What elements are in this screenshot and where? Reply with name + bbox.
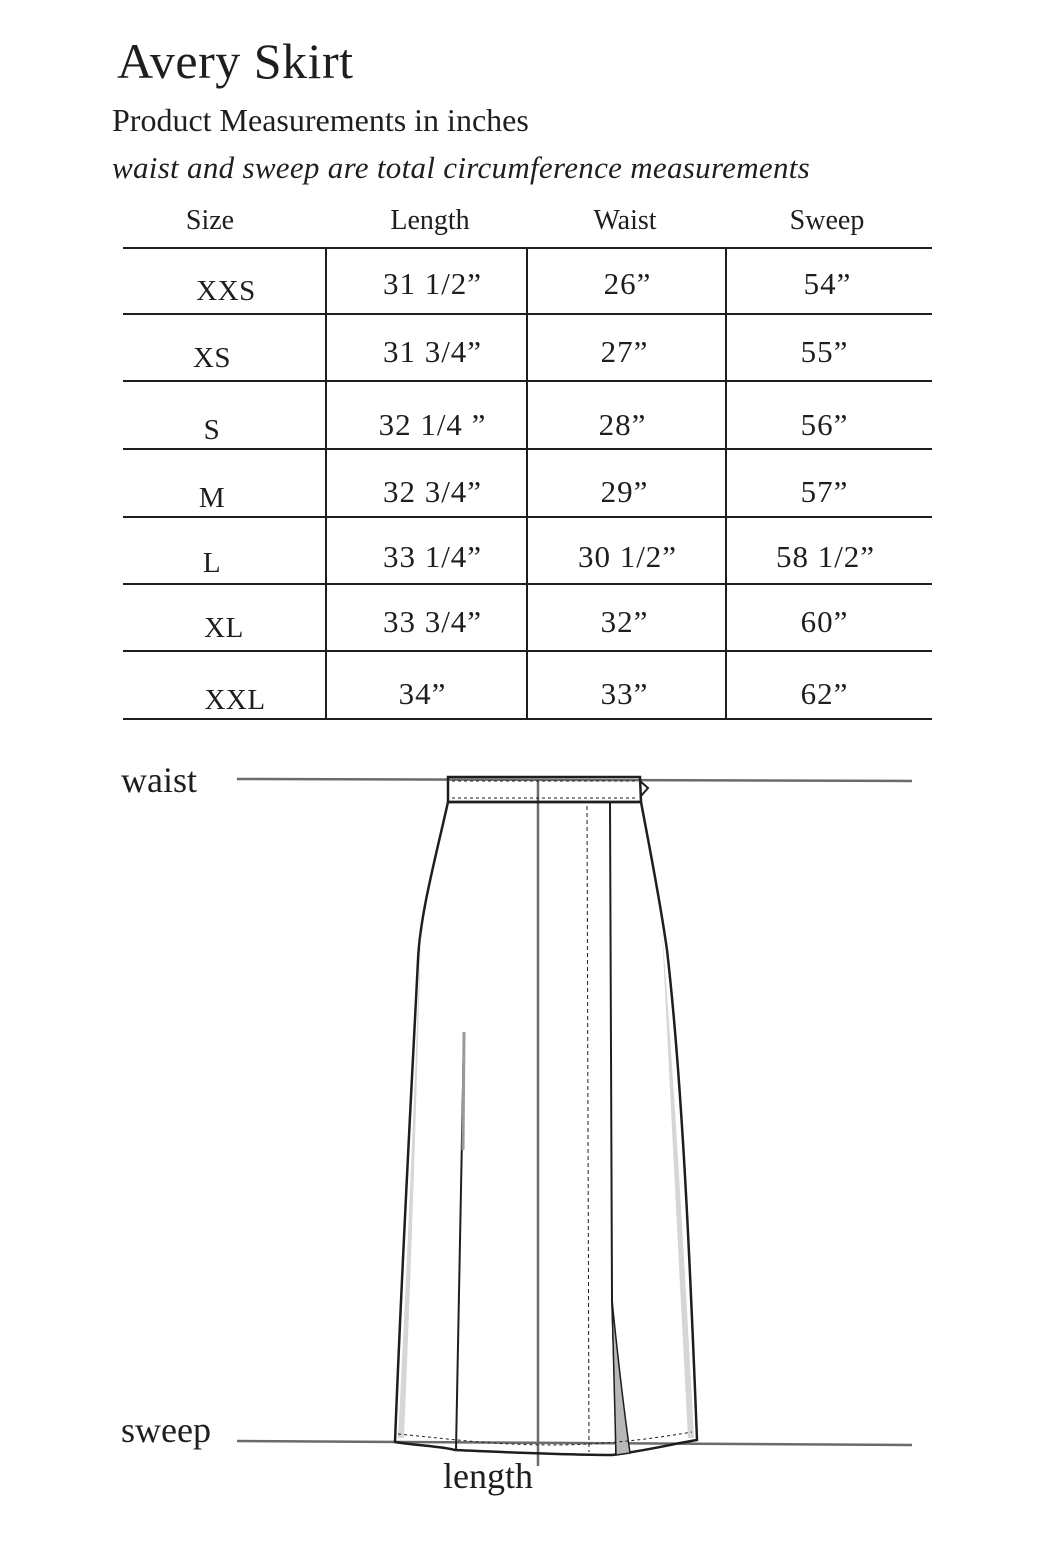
table-cell-waist: 27”	[600, 334, 649, 369]
table-cell-length: 34”	[398, 676, 447, 711]
table-cell-size: XL	[204, 612, 244, 644]
table-cell-length: 31 3/4”	[382, 334, 483, 369]
table-cell-size: XXL	[204, 684, 266, 716]
right-shade	[662, 930, 694, 1438]
table-cell-sweep: 60”	[800, 604, 849, 639]
table-cell-sweep: 55”	[800, 334, 849, 369]
measurement-note: waist and sweep are total circumference measurements	[112, 150, 811, 185]
table-cell-size: L	[202, 547, 222, 579]
table-cell-length: 32 3/4”	[382, 474, 483, 509]
table-cell-length: 33 3/4”	[382, 604, 483, 639]
front-panel-stitch	[587, 806, 589, 1452]
table-cell-waist: 29”	[600, 474, 649, 509]
table-cell-size: S	[203, 414, 221, 446]
sweep-guide-line	[237, 1441, 912, 1445]
table-cell-sweep: 56”	[800, 407, 849, 442]
table-cell-sweep: 58 1/2”	[775, 539, 876, 574]
table-cell-length: 31 1/2”	[382, 266, 483, 301]
table-cell-waist: 30 1/2”	[577, 539, 678, 574]
skirt-outline	[395, 802, 697, 1455]
page-title: Avery Skirt	[117, 33, 354, 89]
table-cell-waist: 28”	[598, 407, 647, 442]
table-cell-waist: 32”	[600, 604, 649, 639]
column-header-size: Size	[185, 205, 235, 236]
length-label: length	[443, 1456, 533, 1496]
table-cell-sweep: 54”	[803, 266, 852, 301]
table-cell-size: XS	[192, 342, 232, 374]
table-cell-length: 32 1/4 ”	[378, 407, 487, 442]
table-cell-waist: 26”	[603, 266, 652, 301]
table-cell-sweep: 62”	[800, 676, 849, 711]
table-cell-length: 33 1/4”	[382, 539, 483, 574]
table-cell-size: M	[198, 482, 226, 514]
fold-shadow	[463, 1032, 464, 1150]
left-shade	[398, 930, 421, 1438]
table-cell-sweep: 57”	[800, 474, 849, 509]
sweep-label: sweep	[121, 1410, 211, 1450]
table-cell-size: XXS	[196, 275, 256, 307]
page-subtitle: Product Measurements in inches	[112, 102, 529, 138]
table-cell-waist: 33”	[600, 676, 649, 711]
column-header-waist: Waist	[593, 205, 657, 236]
column-header-length: Length	[390, 205, 470, 236]
waist-label: waist	[121, 760, 197, 800]
column-header-sweep: Sweep	[789, 205, 865, 236]
slit-shade	[612, 1300, 630, 1455]
